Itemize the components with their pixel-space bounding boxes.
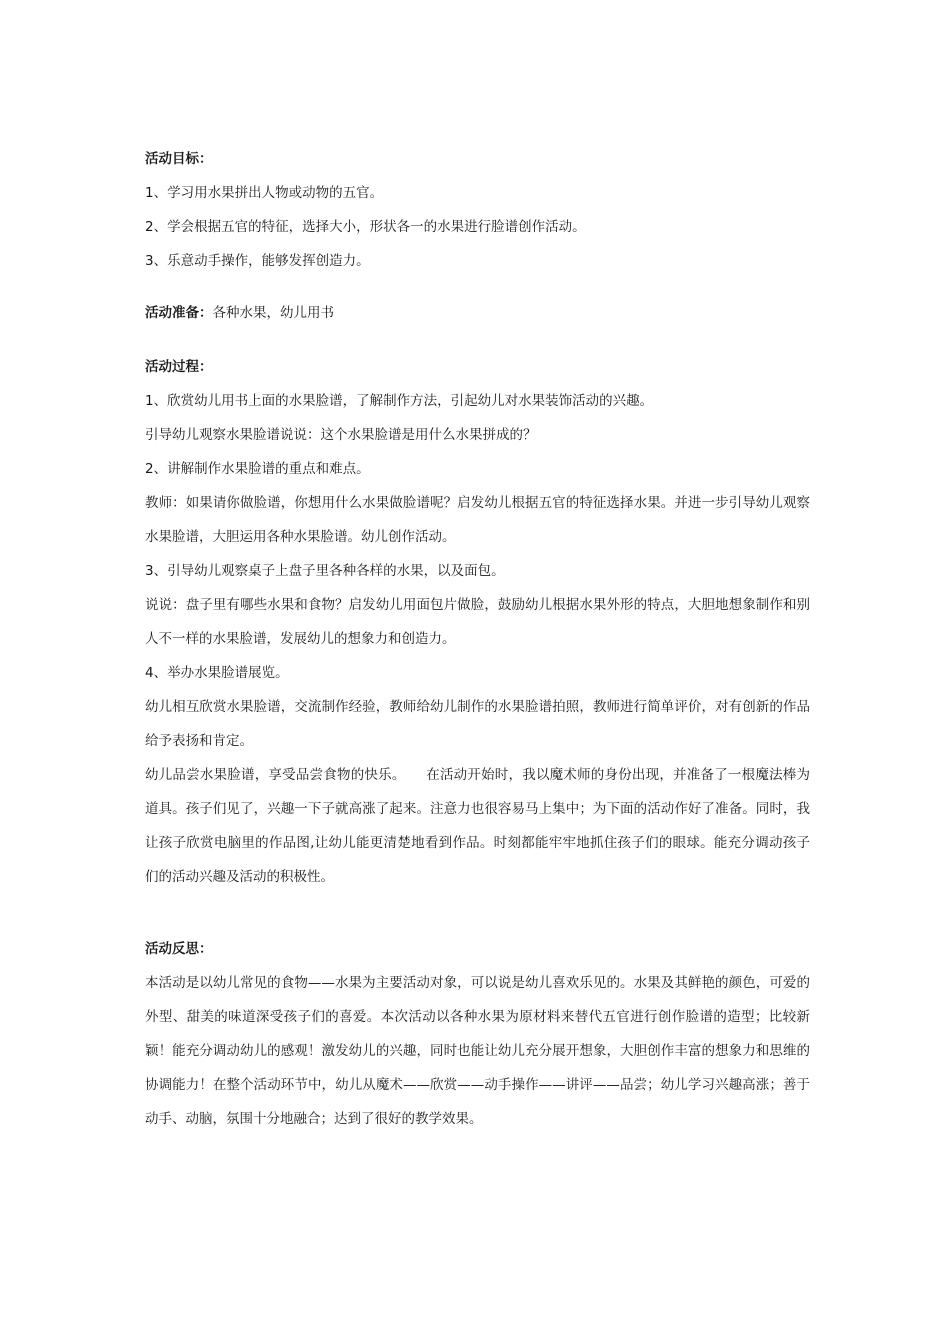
preparation-text: 各种水果，幼儿用书 — [212, 305, 334, 321]
goal-item-3: 3、乐意动手操作，能够发挥创造力。 — [145, 253, 370, 269]
process-step-4: 4、举办水果脸谱展览。 — [145, 665, 289, 681]
process-detail-4: 幼儿相互欣赏水果脸谱，交流制作经验，教师给幼儿制作的水果脸谱拍照，教师进行简单评价，对有创新的作品给予表扬和肯定。 — [145, 699, 810, 749]
process-detail-3: 说说：盘子里有哪些水果和食物？启发幼儿用面包片做脸，鼓励幼儿根据水果外形的特点，大胆地想象制作和别人不一样的水果脸谱，发展幼儿的想象力和创造力。 — [145, 597, 810, 647]
goal-item-1: 1、学习用水果拼出人物或动物的五官。 — [145, 185, 384, 201]
process-step-3: 3、引导幼儿观察桌子上盘子里各种各样的水果，以及面包。 — [145, 563, 505, 579]
preparation-label: 活动准备： — [145, 305, 213, 321]
goal-item-2: 2、学会根据五官的特征，选择大小，形状各一的水果进行脸谱创作活动。 — [145, 219, 586, 235]
document-body — [145, 142, 810, 1136]
process-detail-2: 教师：如果请你做脸谱，你想用什么水果做脸谱呢？启发幼儿根据五官的特征选择水果。并进一步引导幼儿观察水果脸谱，大胆运用各种水果脸谱。幼儿创作活动。 — [145, 495, 810, 545]
process-step-2: 2、讲解制作水果脸谱的重点和难点。 — [145, 461, 370, 477]
preparation-line — [145, 296, 810, 330]
reflection-heading: 活动反思： — [145, 941, 213, 957]
process-step-1: 1、欣赏幼儿用书上面的水果脸谱，了解制作方法，引起幼儿对水果装饰活动的兴趣。 — [145, 393, 654, 409]
reflection-text: 本活动是以幼儿常见的食物——水果为主要活动对象，可以说是幼儿喜欢乐见的。水果及其鲜艳的颜色，可爱的外型、甜美的味道深受孩子们的喜爱。本次活动以各种水果为原材料来替代五官进行创作脸谱的造型；比较新颖！能充分调动幼儿的感观！激发幼儿的兴趣，同时也能让幼儿充分展开想象，大胆创作丰富的想象力和思维的协调能力！在整个活动环节中，幼儿从魔术——欣赏——动手操作——讲评——品尝；幼儿学习兴趣高涨；善于动手、动脑，氛围十分地融合；达到了很好的教学效果。 — [145, 975, 810, 1127]
process-detail-5: 幼儿品尝水果脸谱，享受品尝食物的快乐。 在活动开始时，我以魔术师的身份出现，并准备了一根魔法棒为道具。孩子们见了，兴趣一下子就高涨了起来。注意力也很容易马上集中；为下面的活动作好了准备。同时，我让孩子欣赏电脑里的作品图,让幼儿能更清楚地看到作品。时刻都能牢牢地抓住孩子们的眼球。能充分调动孩子们的活动兴趣及活动的积极性。 — [145, 767, 810, 885]
process-detail-1: 引导幼儿观察水果脸谱说说：这个水果脸谱是用什么水果拼成的？ — [145, 427, 537, 443]
process-heading: 活动过程： — [145, 359, 213, 375]
goals-heading: 活动目标： — [145, 151, 213, 167]
